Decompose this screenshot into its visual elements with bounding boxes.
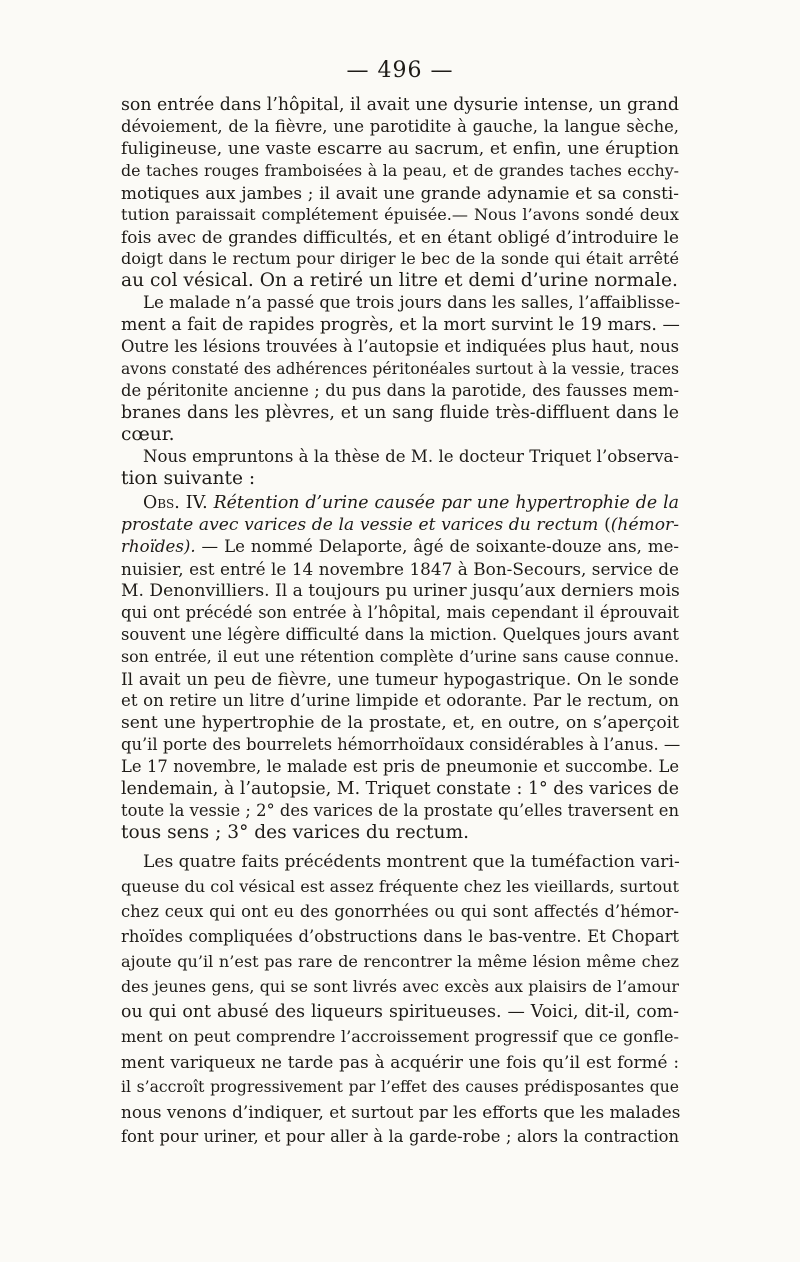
text-line: avons constaté des adhérences péritonéales surtout à la vessie, traces	[121, 360, 679, 378]
text-line: Il avait un peu de fièvre, une tumeur hypogastrique. On le sonde	[121, 669, 679, 689]
text-line: nuisier, est entré le 14 novembre 1847 à Bon-Secours, service de	[121, 559, 679, 579]
text-line: M. Denonvilliers. Il a toujours pu uriner jusqu’aux derniers mois	[121, 581, 680, 601]
text-line: ment on peut comprendre l’accroissement progressif que ce gonfle-	[121, 1027, 679, 1046]
text-line: au col vésical. On a retiré un litre et demi d’urine normale.	[121, 270, 678, 291]
text-line: lendemain, à l’autopsie, M. Triquet constate : 1° des varices de	[121, 779, 679, 799]
text-line: il s’accroît progressivement par l’effet des causes prédisposantes que	[121, 1078, 679, 1096]
page-number: — 496 —	[346, 58, 454, 83]
text-line: fuligineuse, une vaste escarre au sacrum, et enfin, une éruption	[121, 139, 679, 159]
text-line: tution paraissait complétement épuisée.— Nous l’avons sondé deux	[121, 205, 679, 224]
text-line: des jeunes gens, qui se sont livrés avec excès aux plaisirs de l’amour	[121, 977, 679, 996]
observation-heading-line	[143, 492, 679, 514]
text-line: son entrée, il eut une rétention complète d’urine sans cause connue.	[121, 647, 679, 666]
text-line: Outre les lésions trouvées à l’autopsie et indiquées plus haut, nous	[121, 337, 679, 356]
observation-title: ((hémor-	[604, 515, 680, 535]
text-line: ou qui ont abusé des liqueurs spiritueuses. — Voici, dit-il, com-	[121, 1002, 679, 1022]
text-line: de taches rouges framboisées à la peau, et de grandes taches ecchy-	[121, 161, 679, 180]
text-line: Les quatre faits précédents montrent que la tuméfaction vari-	[143, 852, 680, 872]
text-line: dévoiement, de la fièvre, une parotidite à gauche, la langue sèche,	[121, 117, 679, 136]
text-line: ment a fait de rapides progrès, et la mort survint le 19 mars. —	[121, 315, 680, 335]
observation-label: Obs. IV.	[143, 493, 208, 513]
text-line: queuse du col vésical est assez fréquente chez les vieillards, surtout	[121, 877, 679, 896]
text-line: de péritonite ancienne ; du pus dans la parotide, des fausses mem-	[121, 381, 679, 400]
text-line: rhoïdes compliquées d’obstructions dans le bas-ventre. Et Chopart	[121, 927, 679, 946]
observation-title: prostate avec varices de la vessie et varices du rectum	[121, 515, 599, 535]
text-line: motiques aux jambes ; il avait une grande adynamie et sa consti-	[121, 183, 679, 203]
text-line: toute la vessie ; 2° des varices de la prostate qu’elles traversent en	[121, 801, 679, 820]
text-line: tion suivante :	[121, 468, 256, 489]
text-line: Le malade n’a passé que trois jours dans les salles, l’affaiblisse-	[143, 293, 681, 312]
text-line: et on retire un litre d’urine limpide et odorante. Par le rectum, on	[121, 691, 679, 710]
text-line: cœur.	[121, 424, 175, 445]
text-line: Nous empruntons à la thèse de M. le docteur Triquet l’observa-	[143, 447, 679, 466]
text-line: fois avec de grandes difficultés, et en étant obligé d’introduire le	[121, 227, 679, 247]
text-line: nous venons d’indiquer, et surtout par les efforts que les malades	[121, 1102, 681, 1122]
text-line: font pour uriner, et pour aller à la garde-robe ; alors la contraction	[121, 1127, 679, 1146]
observation-title-line	[121, 514, 679, 536]
observation-title: Rétention d’urine causée par une hypertrophie de la	[213, 493, 679, 513]
text-line: souvent une légère difficulté dans la miction. Quelques jours avant	[121, 625, 679, 644]
text-line: tous sens ; 3° des varices du rectum.	[121, 822, 470, 843]
text-line: branes dans les plèvres, et un sang fluide très-diffluent dans le	[121, 403, 679, 423]
text-line: sent une hypertrophie de la prostate, et, en outre, on s’aperçoit	[121, 713, 679, 733]
text-line: doigt dans le rectum pour diriger le bec de la sonde qui était arrêté	[121, 249, 679, 268]
text-line: son entrée dans l’hôpital, il avait une dysurie intense, un grand	[121, 95, 679, 115]
text-line: rhoïdes). — Le nommé Delaporte, âgé de soixante-douze ans, me-	[121, 537, 679, 556]
text-line: chez ceux qui ont eu des gonorrhées ou qui sont affectés d’hémor-	[121, 902, 679, 921]
text-line: qu’il porte des bourrelets hémorrhoïdaux considérables à l’anus. —	[121, 735, 681, 754]
text-line: Le 17 novembre, le malade est pris de pneumonie et succombe. Le	[121, 757, 679, 776]
text-line: ment variqueux ne tarde pas à acquérir une fois qu’il est formé :	[121, 1052, 679, 1072]
text-line: ajoute qu’il n’est pas rare de rencontrer la même lésion même chez	[121, 952, 679, 971]
observation-title: rhoïdes).	[121, 537, 196, 556]
text-line: qui ont précédé son entrée à l’hôpital, mais cependant il éprouvait	[121, 603, 679, 622]
